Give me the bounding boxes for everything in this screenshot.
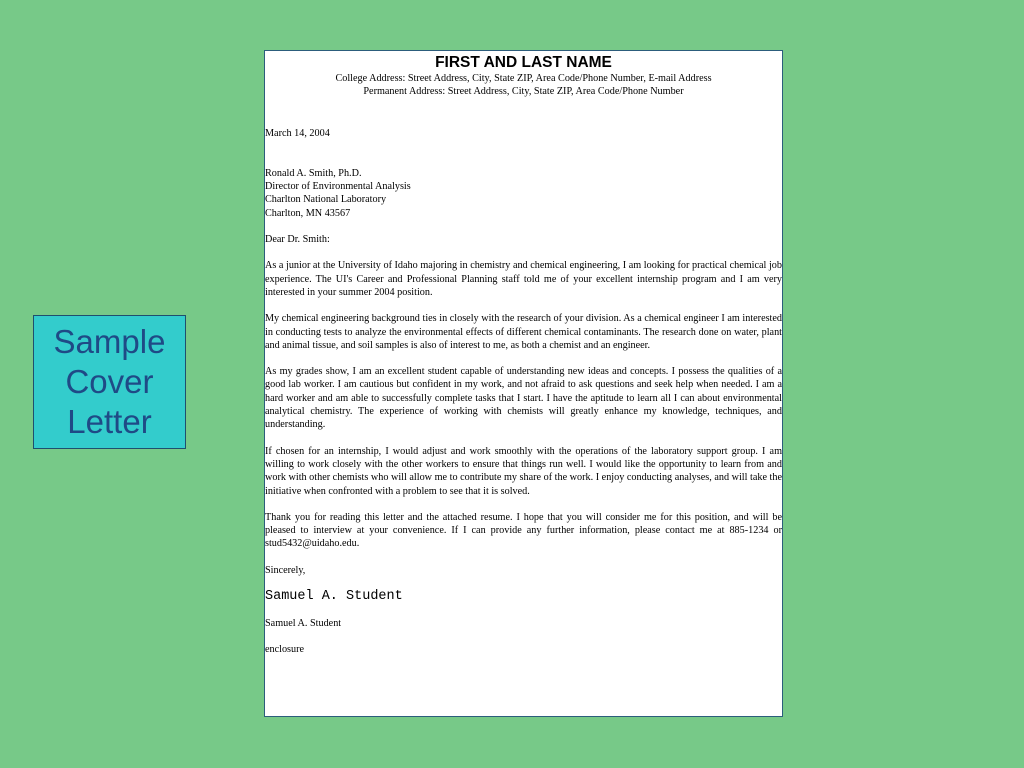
paragraph-3: As my grades show, I am an excellent student capable of understanding new ideas and concepts. I possess the qualities of a good lab worker. I am cautious but confident in my work, and not afraid to ask questions and seek help when needed. I am a hard worker and am able to successfully complete tasks that I start. I have the aptitude to learn all I can about environmental analytical chemistry. The experience of working with chemists will greatly enhance my knowledge, techniques, and understanding. [265, 366, 782, 431]
paragraph-5: Thank you for reading this letter and the attached resume. I hope that you will consider me for this position, and will be pleased to interview at your convenience. If I can provide any further information, please contact me at 885-1234 or stud5432@uidaho.edu. [265, 511, 782, 550]
signature: Samuel A. Student [265, 589, 403, 605]
slide-title-line-2: Cover [65, 363, 154, 400]
recipient-block [265, 167, 782, 220]
recipient-city: Charlton, MN 43567 [265, 207, 351, 219]
slide-title [54, 322, 166, 442]
letterhead [265, 51, 782, 99]
slide-title-line-1: Sample [53, 323, 166, 360]
slide-title-line-3: Letter [67, 403, 152, 440]
recipient-title: Director of Environmental Analysis [265, 181, 411, 193]
letter-body [265, 127, 782, 657]
college-address: College Address: Street Address, City, State ZIP, Area Code/Phone Number, E-mail Address [335, 73, 712, 84]
sender-name: FIRST AND LAST NAME [435, 54, 612, 71]
closing: Sincerely, [265, 564, 306, 576]
paragraph-2: My chemical engineering background ties in closely with the research of your division. As a chemical engineer I am interested in conducting tests to analyze the environmental effects of different chemical contaminants. The research done on water, plant and animal tissue, and soil samples is also of interest to me, as both a chemist and an engineer. [265, 313, 782, 351]
permanent-address: Permanent Address: Street Address, City, State ZIP, Area Code/Phone Number [363, 86, 684, 98]
paragraph-1: As a junior at the University of Idaho majoring in chemistry and chemical engineering, I am looking for practical chemical job experience. The UI's Career and Professional Planning staff told me of your excellent internship program and I am very interested in your summer 2004 position. [265, 260, 782, 298]
letter-page [264, 50, 783, 717]
paragraph-4: If chosen for an internship, I would adjust and work smoothly with the operations of the laboratory support group. I am willing to work closely with the other workers to ensure that things run well. I would like the opportunity to learn from and work with other chemists who will allow me to contribute my share of the work. I enjoy conducting analyses, and will take the initiative when confronted with a problem to see that it is solved. [265, 445, 782, 497]
enclosure-note: enclosure [265, 644, 305, 656]
salutation: Dear Dr. Smith: [265, 234, 330, 246]
recipient-name: Ronald A. Smith, Ph.D. [265, 167, 362, 179]
recipient-organization: Charlton National Laboratory [265, 194, 387, 206]
slide-title-box [33, 315, 186, 449]
letter-date: March 14, 2004 [265, 127, 330, 139]
typed-name: Samuel A. Student [265, 618, 342, 630]
